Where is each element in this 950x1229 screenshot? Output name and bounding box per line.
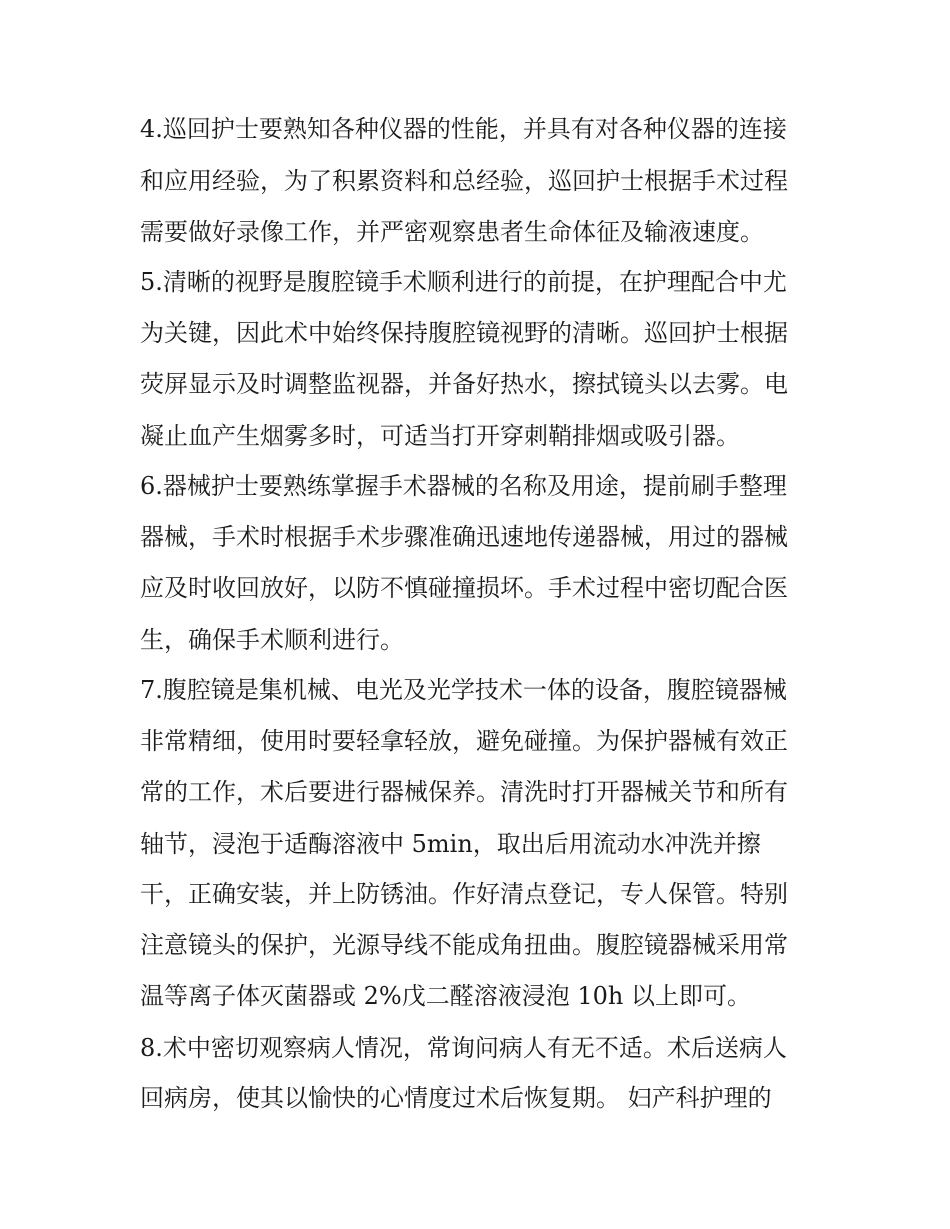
text-line: 回病房，使其以愉快的心情度过术后恢复期。 妇产科护理的 — [140, 1084, 772, 1112]
text-line: 为关键，因此术中始终保持腹腔镜视野的清晰。巡回护士根据 — [140, 319, 788, 347]
text-line: 常的工作，术后要进行器械保养。清洗时打开器械关节和所有 — [140, 778, 788, 806]
text-line: 器械，手术时根据手术步骤准确迅速地传递器械，用过的器械 — [140, 523, 788, 551]
text-line: 7.腹腔镜是集机械、电光及光学技术一体的设备，腹腔镜器械 — [140, 676, 787, 704]
text-line: 6.器械护士要熟练掌握手术器械的名称及用途，提前刷手整理 — [140, 472, 787, 500]
text-line: 生，确保手术顺利进行。 — [140, 626, 404, 654]
text-line: 4.巡回护士要熟知各种仪器的性能，并具有对各种仪器的连接 — [140, 115, 787, 143]
text-line: 荧屏显示及时调整监视器，并备好热水，擦拭镜头以去雾。电 — [140, 370, 788, 398]
text-line: 轴节，浸泡于适酶溶液中 5min，取出后用流动水冲洗并擦 — [140, 830, 761, 858]
text-line: 应及时收回放好，以防不慎碰撞损坏。手术过程中密切配合医 — [140, 574, 788, 602]
text-line: 凝止血产生烟雾多时，可适当打开穿刺鞘排烟或吸引器。 — [140, 422, 740, 450]
text-line: 5.清晰的视野是腹腔镜手术顺利进行的前提，在护理配合中尤 — [140, 268, 787, 296]
text-line: 温等离子体灭菌器或 2%戊二醛溶液浸泡 10h 以上即可。 — [140, 982, 751, 1010]
text-line: 和应用经验，为了积累资料和总经验，巡回护士根据手术过程 — [140, 167, 788, 195]
text-line: 非常精细，使用时要轻拿轻放，避免碰撞。为保护器械有效正 — [140, 727, 788, 755]
text-line: 干，正确安装，并上防锈油。作好清点登记，专人保管。特别 — [140, 880, 788, 908]
text-line: 需要做好录像工作，并严密观察患者生命体征及输液速度。 — [140, 218, 764, 246]
text-line: 8.术中密切观察病人情况，常询问病人有无不适。术后送病人 — [140, 1034, 787, 1062]
text-line: 注意镜头的保护，光源导线不能成角扭曲。腹腔镜器械采用常 — [140, 931, 788, 959]
